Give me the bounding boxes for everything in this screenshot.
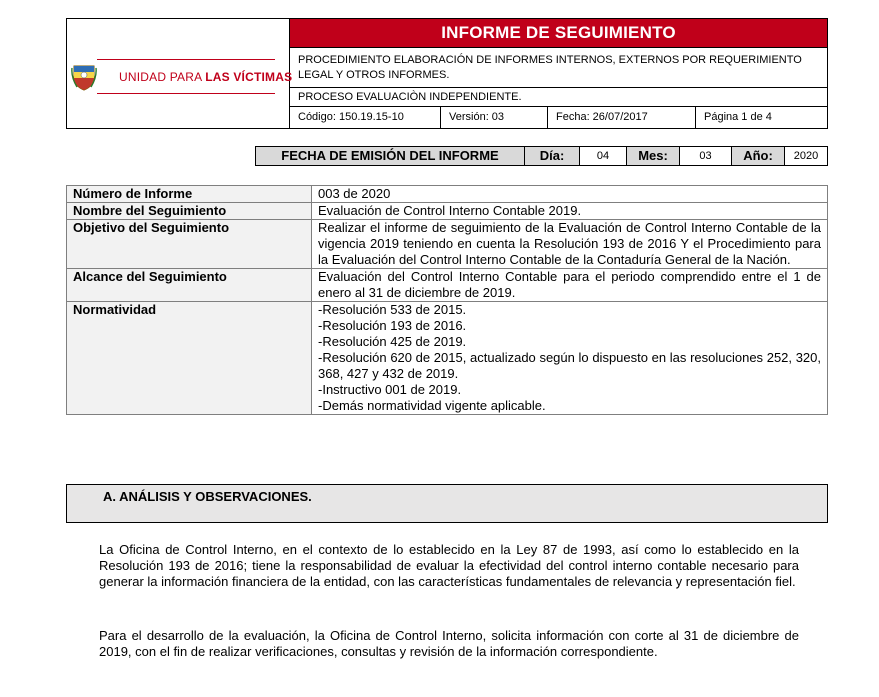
document-metadata [290,106,827,128]
list-item: -Demás normatividad vigente aplicable. [318,398,546,413]
table-row [67,220,828,269]
list-item: -Resolución 620 de 2015, actualizado según lo dispuesto en las resoluciones 252, 320, 368, 427 y 432 de 2019. [318,350,821,381]
document-code: Código: 150.19.15-10 [290,107,441,128]
row-label: Normatividad [67,302,312,415]
logo-cell [67,19,293,128]
normatividad-list [312,302,828,415]
row-label: Objetivo del Seguimiento [67,220,312,269]
table-row [67,269,828,302]
organization-logo-text: UNIDAD PARA LAS VÍCTIMAS [119,70,293,84]
body-paragraph: La Oficina de Control Interno, en el contexto de lo establecido en la Ley 87 de 1993, así como lo establecido en la Resolución 193 de 2016; tiene la responsabilidad de evaluar la efectividad del control interno contable necesario para generar la información financiera de la entidad, con las características fundamentales de relevancia y representación fiel. [99,542,799,589]
emission-date-label: FECHA DE EMISIÓN DEL INFORME [256,147,525,165]
day-value: 04 [580,147,627,165]
coat-of-arms-icon [71,63,97,91]
year-label: Año: [732,147,785,165]
row-label: Nombre del Seguimiento [67,203,312,220]
section-heading: A. ANÁLISIS Y OBSERVACIONES. [66,484,828,523]
report-info-table [66,185,828,415]
row-value: 003 de 2020 [312,186,828,203]
table-row [67,302,828,415]
process-name: PROCESO EVALUACIÒN INDEPENDIENTE. [290,87,827,106]
table-row [67,186,828,203]
list-item: -Resolución 193 de 2016. [318,318,467,333]
report-title: INFORME DE SEGUIMIENTO [290,19,827,47]
list-item: -Resolución 533 de 2015. [318,302,467,317]
list-item: -Resolución 425 de 2019. [318,334,467,349]
emission-date-row [255,146,828,166]
logo-divider-bottom [97,93,275,94]
body-paragraph: Para el desarrollo de la evaluación, la Oficina de Control Interno, solicita información con corte al 31 de diciembre de 2019, con el fin de realizar verificaciones, consultas y revisión de la información correspondiente. [99,628,799,659]
year-value: 2020 [793,150,819,162]
list-item: -Instructivo 001 de 2019. [318,382,462,397]
row-label: Alcance del Seguimiento [67,269,312,302]
page-number: Página 1 de 4 [704,111,772,123]
document-version: Versión: 03 [441,107,548,128]
row-value: Evaluación del Control Interno Contable para el periodo comprendido entre el 1 de enero al 31 de diciembre de 2019. [312,269,828,302]
document-date: Fecha: 26/07/2017 [548,107,696,128]
row-value: Evaluación de Control Interno Contable 2019. [312,203,828,220]
table-row [67,203,828,220]
document-header [66,18,828,129]
day-label: Día: [525,147,580,165]
row-label: Número de Informe [67,186,312,203]
procedure-name: PROCEDIMIENTO ELABORACIÓN DE INFORMES INTERNOS, EXTERNOS POR REQUERIMIENTO LEGAL Y OTROS INFORMES. [290,47,827,87]
month-value: 03 [680,147,732,165]
row-value: Realizar el informe de seguimiento de la Evaluación de Control Interno Contable de la vigencia 2019 teniendo en cuenta la Resolución 193 de 2016 Y el Procedimiento para la Evaluación del Control Interno Contable de la Contaduría General de la Nación. [312,220,828,269]
logo-divider-top [97,59,275,60]
month-label: Mes: [627,147,680,165]
